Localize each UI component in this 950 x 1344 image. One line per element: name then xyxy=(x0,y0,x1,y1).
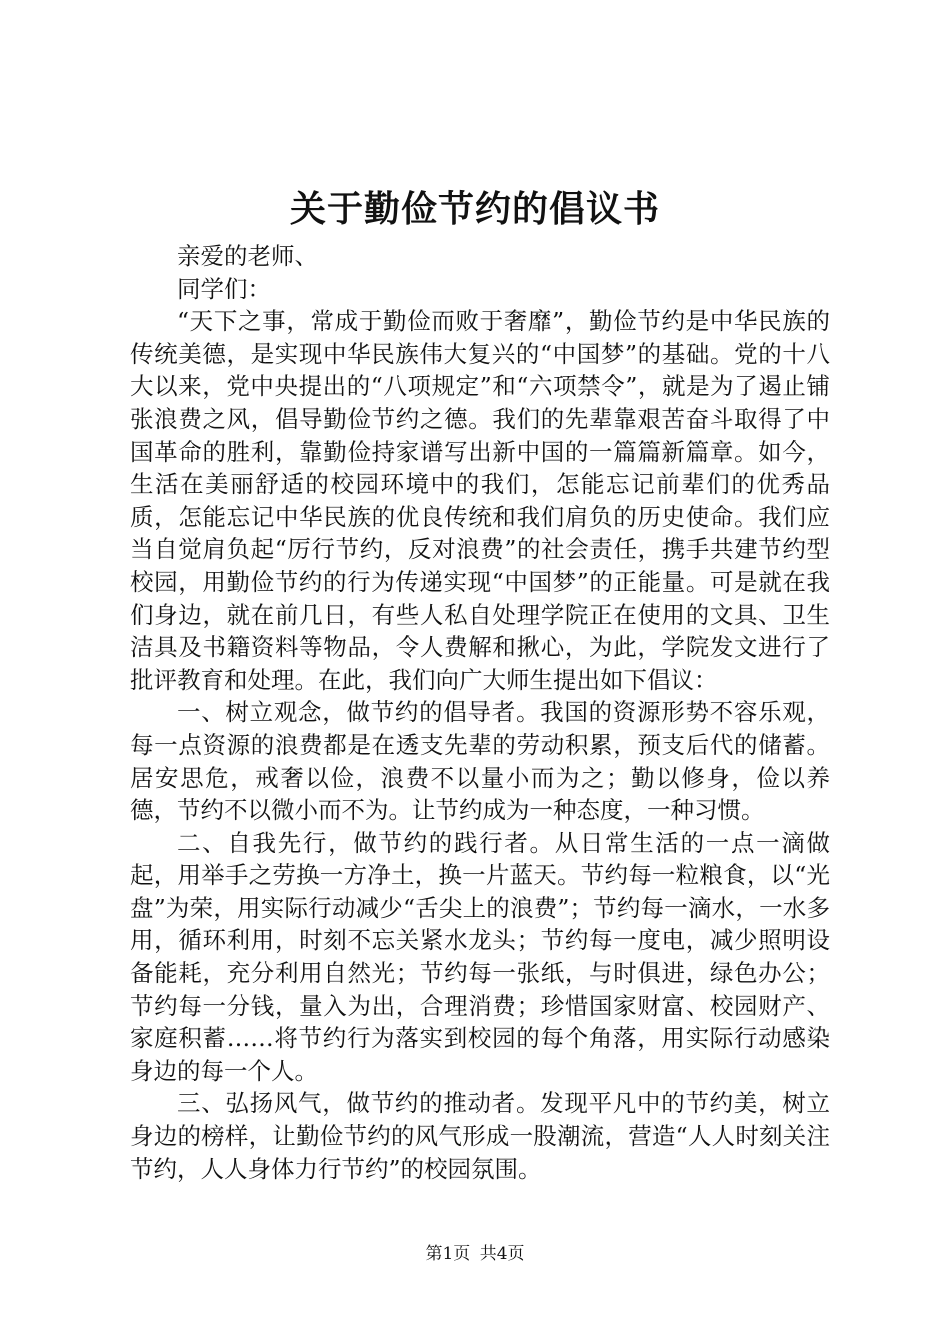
salutation-line-2: 同学们： xyxy=(177,274,271,303)
page-total: 共4页 xyxy=(479,1244,525,1264)
paragraph-intro: “天下之事，常成于勤俭而败于奢靡”，勤俭节约是中华民族的传统美德，是实现中华民族伟大复兴的“中国梦”的基础。党的十八大以来，党中央提出的“八项规定”和“六项禁令”，就是为了遏止铺张浪费之风，倡导勤俭节约之德。我们的先辈靠艰苦奋斗取得了中国革命的胜利，靠勤俭持家谱写出新中国的一篇篇新篇章。如今，生活在美丽舒适的校园环境中的我们，怎能忘记前辈们的优秀品质，怎能忘记中华民族的优良传统和我们肩负的历史使命。我们应当自觉肩负起“厉行节约，反对浪费”的社会责任，携手共建节约型校园，用勤俭节约的行为传递实现“中国梦”的正能量。可是就在我们身边，就在前几日，有些人私自处理学院正在使用的文具、卫生洁具及书籍资料等物品，令人费解和揪心，为此，学院发文进行了批评教育和处理。在此，我们向广大师生提出如下倡议： xyxy=(130,307,830,694)
paragraph-proposal-3: 三、弘扬风气，做节约的推动者。发现平凡中的节约美，树立身边的榜样，让勤俭节约的风气形成一股潮流，营造“人人时刻关注节约，人人身体力行节约”的校园氛围。 xyxy=(130,1089,830,1183)
page-footer xyxy=(0,1242,950,1266)
paragraph-proposal-1: 一、树立观念，做节约的倡导者。我国的资源形势不容乐观，每一点资源的浪费都是在透支先辈的劳动积累，预支后代的储蓄。居安思危，戒奢以俭，浪费不以量小而为之；勤以修身，俭以养德，节约不以微小而不为。让节约成为一种态度，一种习惯。 xyxy=(130,698,830,825)
page-number: 第1页 xyxy=(425,1244,471,1264)
document-title: 关于勤俭节约的倡议书 xyxy=(289,188,660,230)
paragraph-proposal-2: 二、自我先行，做节约的践行者。从日常生活的一点一滴做起，用举手之劳换一方净土，换一片蓝天。节约每一粒粮食，以“光盘”为荣，用实际行动减少“舌尖上的浪费”；节约每一滴水，一水多用，循环利用，时刻不忘关紧水龙头；节约每一度电，减少照明设备能耗，充分利用自然光；节约每一张纸，与时俱进，绿色办公；节约每一分钱，量入为出，合理消费；珍惜国家财富、校园财产、家庭积蓄……将节约行为落实到校园的每个角落，用实际行动感染身边的每一个人。 xyxy=(130,828,830,1085)
document-body xyxy=(130,240,830,1185)
salutation-line-1: 亲爱的老师、 xyxy=(177,242,318,270)
